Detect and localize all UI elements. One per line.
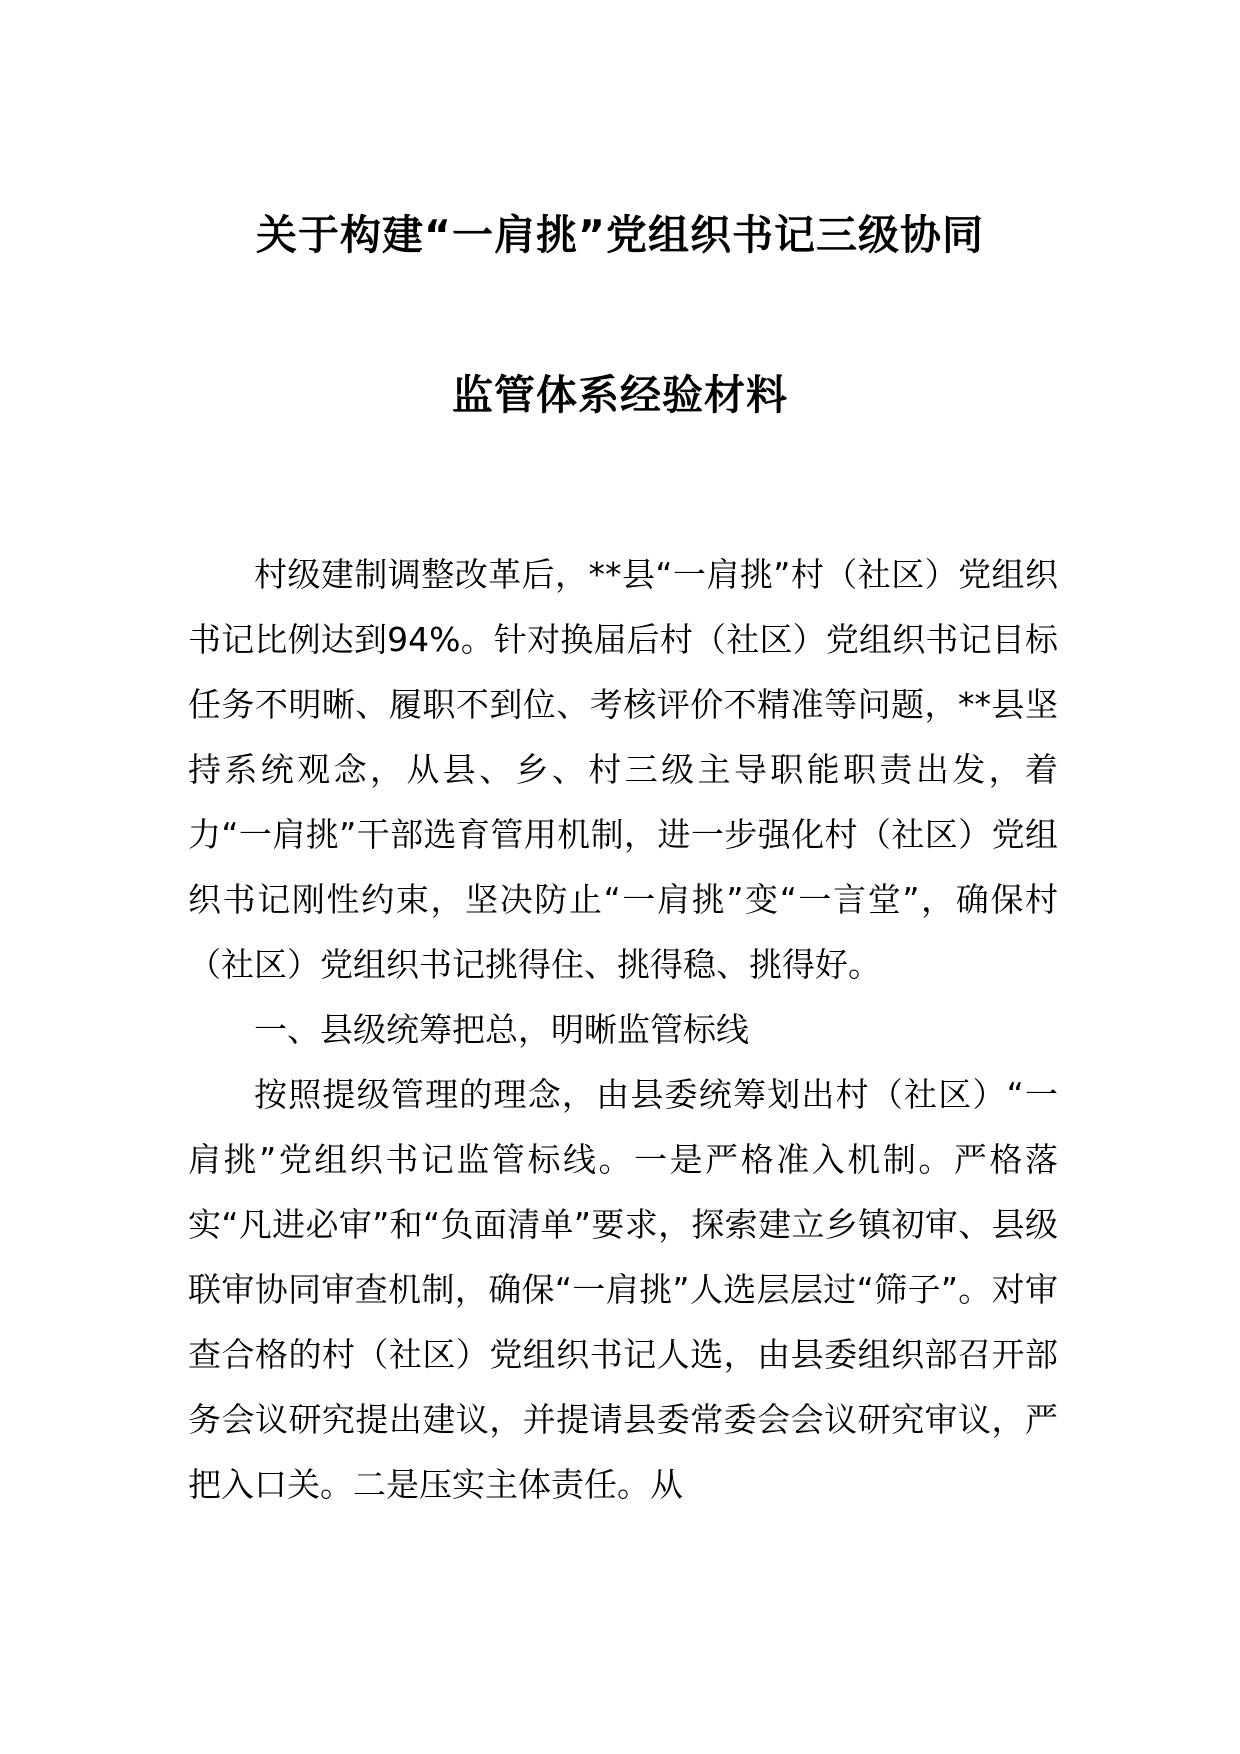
document-title-line-1: 关于构建“一肩挑”党组织书记三级协同 [256,211,984,259]
paragraph-section-1: 按照提级管理的理念，由县委统筹划出村（社区）“一肩挑”党组织书记监管标线。一是严格准入机制。严格落实“凡进必审”和“负面清单”要求，探索建立乡镇初审、县级联审协同审查机制，确保“一肩挑”人选层层过“筛子”。对审查合格的村（社区）党组织书记人选，由县委组织部召开部务会议研究提出建议，并提请县委常委会会议研究审议，严把入口关。二是压实主体责任。从 [188,1075,1058,1504]
document-title-line-2: 监管体系经验材料 [452,371,788,419]
section-heading-1: 一、县级统筹把总，明晰监管标线 [254,1010,749,1049]
paragraph-intro: 村级建制调整改革后，**县“一肩挑”村（社区）党组织书记比例达到94%。针对换届后村（社区）党组织书记目标任务不明晰、履职不到位、考核评价不精准等问题，**县坚持系统观念，从县、乡、村三级主导职能职责出发，着力“一肩挑”干部选育管用机制，进一步强化村（社区）党组织书记刚性约束，坚决防止“一肩挑”变“一言堂”，确保村（社区）党组织书记挑得住、挑得稳、挑得好。 [188,555,1058,984]
document-body [188,542,1058,1517]
